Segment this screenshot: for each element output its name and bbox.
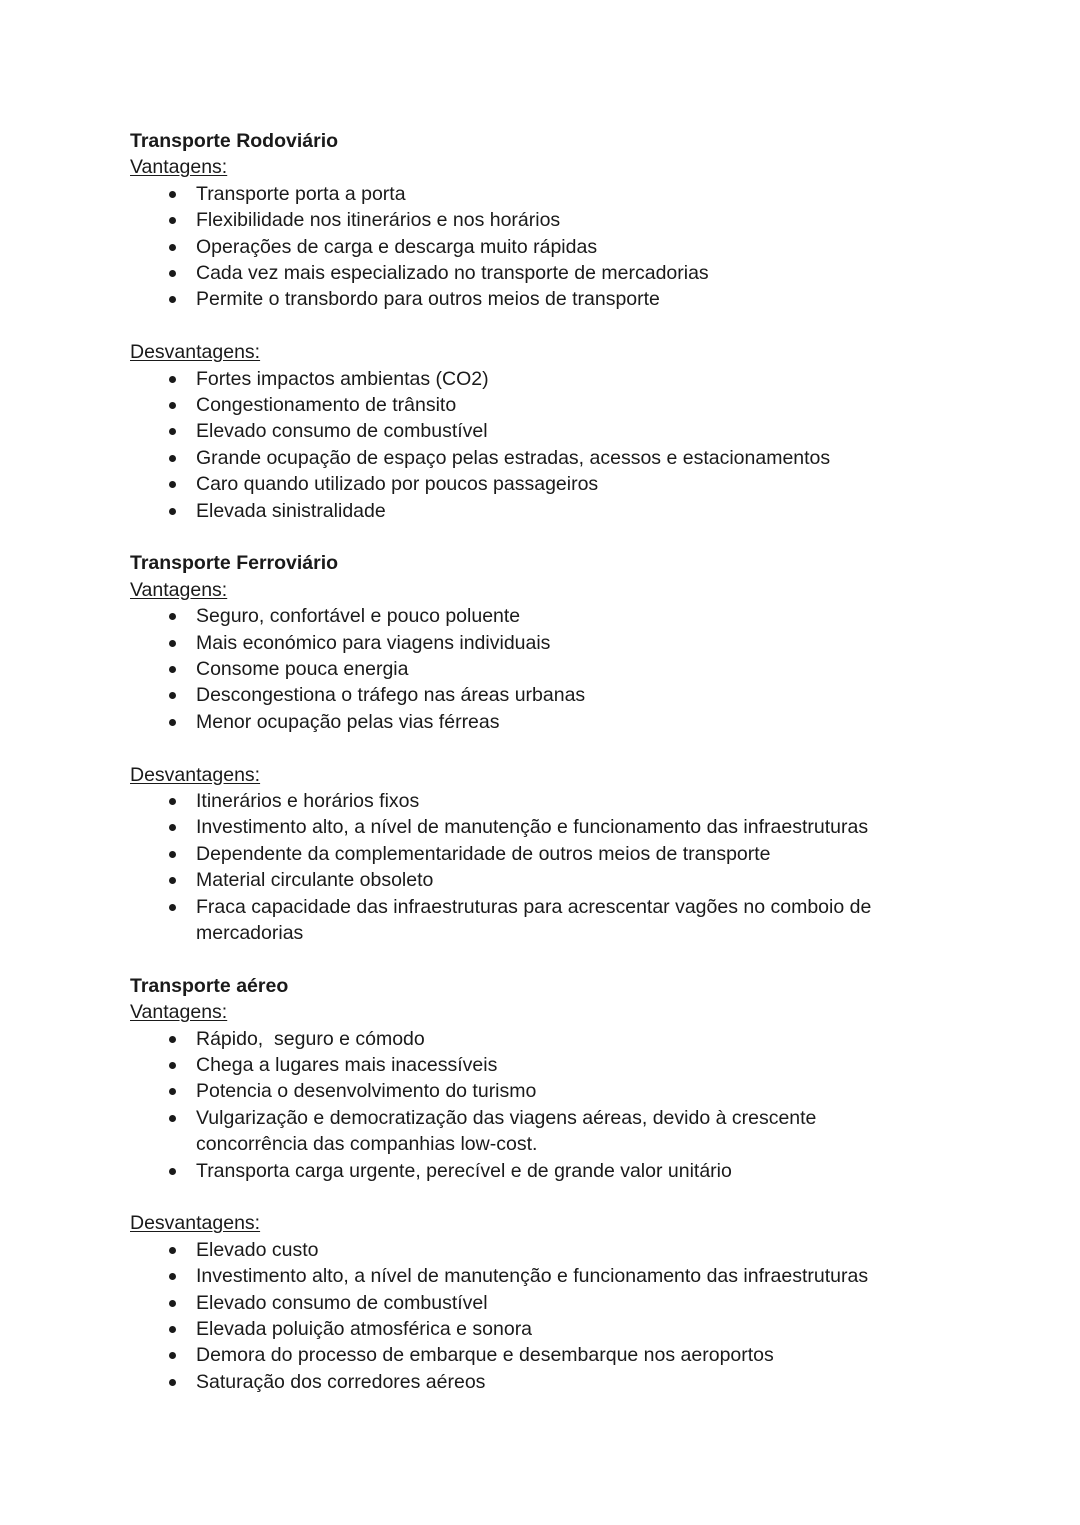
- spacer: [130, 735, 950, 761]
- list-item: [130, 471, 950, 497]
- section-aereo: [130, 973, 950, 1395]
- list-item: [130, 1078, 950, 1104]
- document-body: [130, 128, 950, 1395]
- list-item-text: Permite o transbordo para outros meios de transporte: [196, 288, 660, 311]
- list-item: [130, 181, 950, 207]
- bullet-icon: [169, 1088, 176, 1095]
- list-item: [130, 1237, 950, 1263]
- list-item: [130, 286, 950, 312]
- list-item: [130, 682, 950, 708]
- bullet-icon: [169, 1036, 176, 1043]
- list-item-text: Potencia o desenvolvimento do turismo: [196, 1080, 537, 1103]
- section-rodoviario: [130, 128, 950, 524]
- list-item: [130, 366, 950, 392]
- section-ferroviario: [130, 550, 950, 946]
- bullet-icon: [169, 798, 176, 805]
- bullet-icon: [169, 428, 176, 435]
- list-item-text: Material circulante obsoleto: [196, 869, 434, 892]
- list-item-text: Congestionamento de trânsito: [196, 394, 457, 416]
- list-item: [130, 1158, 950, 1184]
- disadvantages-list: [130, 1237, 950, 1395]
- list-item: [130, 709, 950, 735]
- list-item: [130, 1342, 950, 1368]
- list-item: [130, 1316, 950, 1342]
- spacer: [130, 524, 950, 550]
- advantages-heading: Vantagens:: [130, 578, 228, 601]
- list-item-text: Elevado consumo de combustível: [196, 420, 488, 443]
- list-item-text: Grande ocupação de espaço pelas estradas, acessos e estacionamentos: [196, 446, 831, 469]
- bullet-icon: [169, 217, 176, 224]
- list-item: [130, 841, 950, 867]
- list-item-text: Operações de carga e descarga muito rápidas: [196, 235, 598, 258]
- list-item: [130, 1263, 950, 1289]
- list-item-text: Consome pouca energia: [196, 658, 409, 681]
- list-item: [130, 1052, 950, 1078]
- bullet-icon: [169, 1326, 176, 1333]
- bullet-icon: [169, 1062, 176, 1069]
- bullet-icon: [169, 1273, 176, 1280]
- disadvantages-heading: Desvantagens:: [130, 341, 261, 364]
- list-item-text: Dependente da complementaridade de outros meios de transporte: [196, 842, 771, 865]
- section-title: Transporte Rodoviário: [130, 130, 339, 152]
- advantages-heading: Vantagens:: [130, 156, 228, 179]
- section-title: Transporte Ferroviário: [130, 552, 339, 575]
- list-item: [130, 207, 950, 233]
- list-item-text: Cada vez mais especializado no transporte de mercadorias: [196, 262, 709, 284]
- section-title: Transporte aéreo: [130, 974, 289, 997]
- bullet-icon: [169, 296, 176, 303]
- bullet-icon: [169, 402, 176, 409]
- bullet-icon: [169, 904, 176, 911]
- list-item-text: Fortes impactos ambientas (CO2): [196, 367, 489, 390]
- bullet-icon: [169, 824, 176, 831]
- bullet-icon: [169, 719, 176, 726]
- bullet-icon: [169, 1168, 176, 1175]
- list-item: [130, 1105, 950, 1158]
- disadvantages-heading: Desvantagens:: [130, 763, 261, 786]
- list-item-text: Transporta carga urgente, perecível e de grande valor unitário: [196, 1159, 732, 1182]
- list-item-text: Investimento alto, a nível de manutenção e funcionamento das infraestruturas: [196, 816, 869, 839]
- list-item: [130, 1026, 950, 1052]
- bullet-icon: [169, 1352, 176, 1359]
- list-item-text: Demora do processo de embarque e desembarque nos aeroportos: [196, 1344, 774, 1367]
- list-item-text: Itinerários e horários fixos: [196, 790, 420, 813]
- list-item: [130, 1369, 950, 1395]
- list-item: [130, 260, 950, 286]
- list-item: [130, 498, 950, 524]
- list-item-text: Saturação dos corredores aéreos: [196, 1370, 486, 1393]
- bullet-icon: [169, 455, 176, 462]
- list-item: [130, 894, 950, 947]
- list-item-text: Caro quando utilizado por poucos passageiros: [196, 473, 599, 496]
- list-item: [130, 603, 950, 629]
- bullet-icon: [169, 270, 176, 277]
- list-item: [130, 1290, 950, 1316]
- list-item: [130, 630, 950, 656]
- list-item-text: Menor ocupação pelas vias férreas: [196, 710, 500, 733]
- advantages-list: [130, 1026, 950, 1184]
- bullet-icon: [169, 877, 176, 884]
- bullet-icon: [169, 1247, 176, 1254]
- disadvantages-list: [130, 366, 950, 524]
- spacer: [130, 313, 950, 339]
- list-item-text: Flexibilidade nos itinerários e nos horários: [196, 209, 561, 232]
- list-item: [130, 418, 950, 444]
- list-item: [130, 788, 950, 814]
- list-item-text: Elevado custo: [196, 1238, 319, 1261]
- list-item-text: Seguro, confortável e pouco poluente: [196, 605, 521, 628]
- bullet-icon: [169, 666, 176, 673]
- bullet-icon: [169, 191, 176, 198]
- bullet-icon: [169, 640, 176, 647]
- list-item-text: Elevada sinistralidade: [196, 499, 386, 522]
- bullet-icon: [169, 692, 176, 699]
- advantages-list: [130, 603, 950, 735]
- disadvantages-heading: Desvantagens:: [130, 1212, 261, 1235]
- bullet-icon: [169, 613, 176, 620]
- list-item-text: Elevado consumo de combustível: [196, 1291, 488, 1314]
- bullet-icon: [169, 1300, 176, 1307]
- advantages-list: [130, 181, 950, 313]
- list-item-text: Chega a lugares mais inacessíveis: [196, 1054, 498, 1077]
- list-item-text: Rápido, seguro e cómodo: [196, 1027, 425, 1050]
- list-item: [130, 234, 950, 260]
- list-item: [130, 656, 950, 682]
- list-item: [130, 392, 950, 418]
- list-item: [130, 445, 950, 471]
- list-item-text: Elevada poluição atmosférica e sonora: [196, 1318, 533, 1341]
- bullet-icon: [169, 851, 176, 858]
- bullet-icon: [169, 508, 176, 515]
- list-item-text: Vulgarização e democratização das viagens aéreas, devido à crescente concorrência das companhias low-cost.: [196, 1106, 817, 1156]
- bullet-icon: [169, 1115, 176, 1122]
- disadvantages-list: [130, 788, 950, 946]
- bullet-icon: [169, 244, 176, 251]
- list-item-text: Transporte porta a porta: [196, 182, 406, 205]
- list-item-text: Fraca capacidade das infraestruturas para acrescentar vagões no comboio de mercadorias: [196, 895, 872, 945]
- list-item-text: Investimento alto, a nível de manutenção e funcionamento das infraestruturas: [196, 1265, 869, 1288]
- list-item: [130, 814, 950, 840]
- list-item-text: Descongestiona o tráfego nas áreas urbanas: [196, 684, 586, 707]
- list-item-text: Mais económico para viagens individuais: [196, 631, 551, 654]
- bullet-icon: [169, 1379, 176, 1386]
- spacer: [130, 946, 950, 972]
- bullet-icon: [169, 481, 176, 488]
- bullet-icon: [169, 376, 176, 383]
- spacer: [130, 1184, 950, 1210]
- list-item: [130, 867, 950, 893]
- advantages-heading: Vantagens:: [130, 1001, 228, 1024]
